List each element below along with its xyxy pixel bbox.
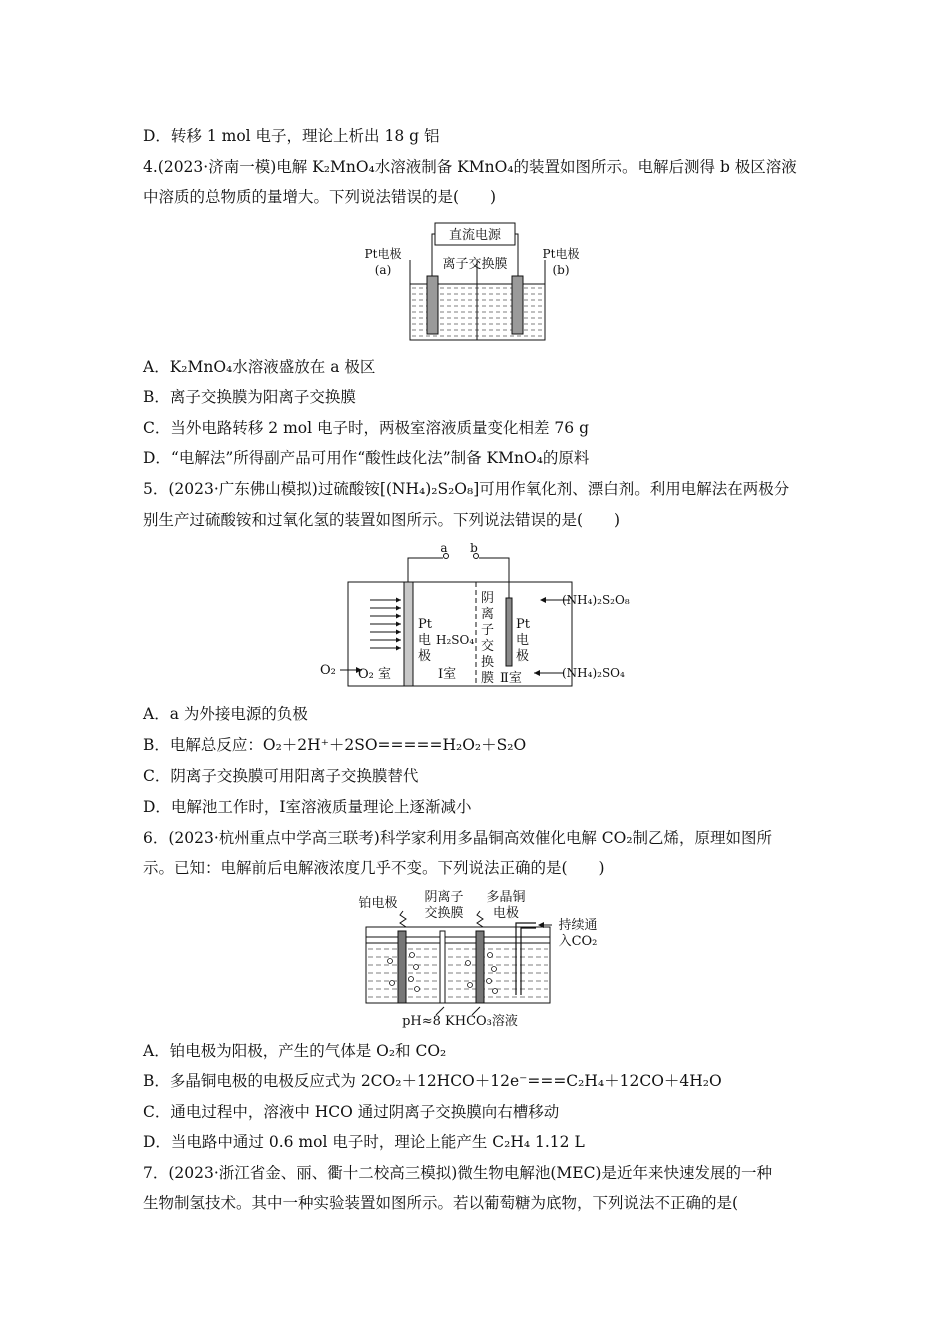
q6-membrane-label-1: 阴离子 xyxy=(424,890,464,905)
q6-cu-label-1: 多晶铜 xyxy=(486,890,526,905)
q6-cu-label-2: 电极 xyxy=(492,906,520,921)
q5-pt-right-3: 极 xyxy=(516,649,530,664)
q5-pt-left-1: Pt xyxy=(418,617,432,632)
q6-pt-electrode-label: 铂电极 xyxy=(358,896,398,911)
q4-figure xyxy=(365,218,590,348)
q5-h2so4: H₂SO₄ xyxy=(436,633,475,647)
q5-room-1: Ⅰ室 xyxy=(438,667,457,682)
q5-room-2: Ⅱ室 xyxy=(500,671,522,686)
q6-membrane-label-2: 交换膜 xyxy=(424,906,464,921)
q4-option-d: D．“电解法”所得副产品可用作“酸性歧化法”制备 KMnO₄的原料 xyxy=(143,449,590,467)
q5-terminal-b: b xyxy=(470,541,478,555)
q6-figure xyxy=(340,885,610,1030)
q5-o2-room: O₂ 室 xyxy=(358,667,392,682)
q5-option-a: A．a 为外接电源的负极 xyxy=(143,705,308,723)
q5-membrane-char-6: 膜 xyxy=(481,671,495,686)
q6-option-c: C．通电过程中，溶液中 HCO 通过阴离子交换膜向右槽移动 xyxy=(143,1103,560,1121)
q6-option-a: A．铂电极为阳极，产生的气体是 O₂和 CO₂ xyxy=(143,1042,447,1060)
q6-stem-line1: 6．(2023·杭州重点中学高三联考)科学家利用多晶铜高效催化电解 CO₂制乙烯，原理如图所 xyxy=(143,829,773,847)
q5-pt-right-1: Pt xyxy=(516,617,530,632)
q4-option-a: A．K₂MnO₄水溶液盛放在 a 极区 xyxy=(143,358,376,376)
q5-o2-inlet-label: O₂ xyxy=(320,663,336,678)
q5-membrane-char-4: 交 xyxy=(481,639,495,654)
q5-membrane-char-1: 阴 xyxy=(481,591,495,606)
q6-co2-label-2: 入CO₂ xyxy=(558,934,598,949)
q7-stem-line2: 生物制氢技术。其中一种实验装置如图所示。若以葡萄糖为底物，下列说法不正确的是( xyxy=(143,1194,739,1212)
q5-stem-line2: 别生产过硫酸铵和过氧化氢的装置如图所示。下列说法错误的是( ) xyxy=(143,511,621,529)
q5-pt-right-2: 电 xyxy=(516,633,530,648)
q4-left-electrode-label: Pt电极 xyxy=(365,247,402,261)
q5-membrane-char-3: 子 xyxy=(481,623,495,638)
q3-option-d: D．转移 1 mol 电子，理论上析出 18 g 铝 xyxy=(143,127,440,145)
q6-solution-label: pH≈8 KHCO₃溶液 xyxy=(402,1014,518,1029)
q5-terminal-a: a xyxy=(440,541,448,555)
q4-option-c: C．当外电路转移 2 mol 电子时，两极室溶液质量变化相差 76 g xyxy=(143,419,589,437)
q6-stem-line2: 示。已知：电解前后电解液浓度几乎不变。下列说法正确的是( ) xyxy=(143,859,605,877)
q5-option-c: C．阴离子交换膜可用阳离子交换膜替代 xyxy=(143,767,419,785)
q5-pt-left-3: 极 xyxy=(418,649,432,664)
q5-figure xyxy=(308,540,648,690)
q4-power-label: 直流电源 xyxy=(448,228,502,243)
q4-left-electrode-sub: (a) xyxy=(374,263,392,277)
q4-right-electrode-sub: (b) xyxy=(552,263,570,277)
q5-stem-line1: 5．(2023·广东佛山模拟)过硫酸铵[(NH₄)₂S₂O₈]可用作氧化剂、漂白剂。利用电解法在两极分 xyxy=(143,480,790,498)
q4-option-b: B．离子交换膜为阳离子交换膜 xyxy=(143,388,356,406)
q5-product-label: (NH₄)₂S₂O₈ xyxy=(562,593,630,607)
q7-stem-line1: 7．(2023·浙江省金、丽、衢十二校高三模拟)微生物电解池(MEC)是近年来快速发展的一种 xyxy=(143,1164,772,1182)
q6-option-d: D．当电路中通过 0.6 mol 电子时，理论上能产生 C₂H₄ 1.12 L xyxy=(143,1133,585,1151)
q5-feed-label: (NH₄)₂SO₄ xyxy=(562,666,625,680)
q5-membrane-char-5: 换 xyxy=(481,655,495,670)
q6-co2-label-1: 持续通 xyxy=(558,918,598,933)
q4-membrane-label: 离子交换膜 xyxy=(442,257,508,272)
q5-option-d: D．电解池工作时，Ⅰ室溶液质量理论上逐渐减小 xyxy=(143,798,472,816)
q5-option-b: B．电解总反应：O₂＋2H⁺＋2SO=====H₂O₂＋S₂O xyxy=(143,736,527,754)
q4-stem-line1: 4.(2023·济南一模)电解 K₂MnO₄水溶液制备 KMnO₄的装置如图所示。电解后测得 b 极区溶液 xyxy=(143,158,797,176)
q4-stem-line2: 中溶质的总物质的量增大。下列说法错误的是( ) xyxy=(143,188,497,206)
q5-pt-left-2: 电 xyxy=(418,633,432,648)
q5-membrane-char-2: 离 xyxy=(481,607,495,622)
q6-option-b: B．多晶铜电极的电极反应式为 2CO₂＋12HCO＋12e⁻===C₂H₄＋12CO＋4H₂O xyxy=(143,1072,722,1090)
q4-right-electrode-label: Pt电极 xyxy=(542,247,580,261)
